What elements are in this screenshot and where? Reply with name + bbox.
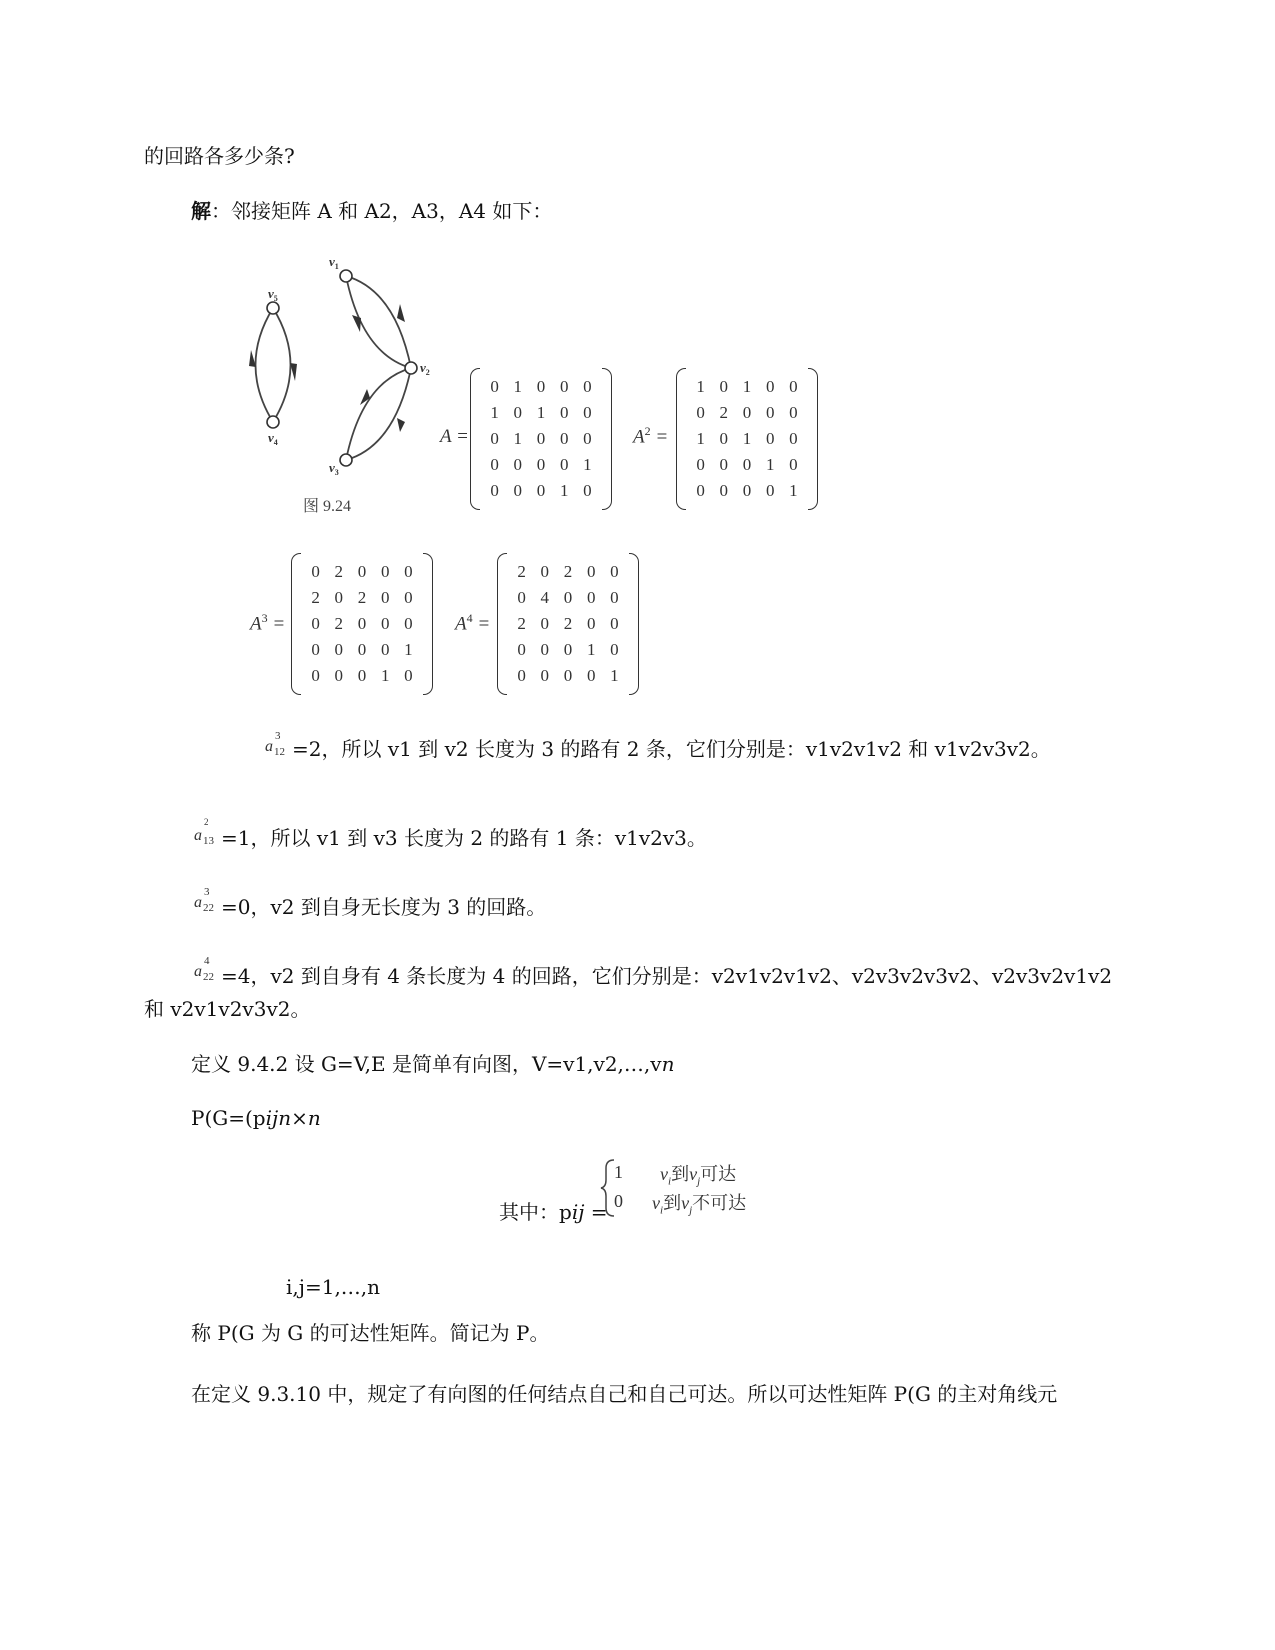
matrix-A3-cell: 0 <box>404 666 413 685</box>
edge-v2-v3 <box>346 368 411 460</box>
matrix-A-cell: 0 <box>583 403 592 422</box>
matrix-A4-cell: 1 <box>586 640 596 659</box>
label-v3: $v_3$ <box>329 460 339 477</box>
matrix-A2-cell: 0 <box>719 455 729 474</box>
matrix-A4-cell: 2 <box>517 562 526 581</box>
figure-caption: 图 9.24 <box>303 498 352 515</box>
entry-a13-2: a 2 13 <box>194 817 214 847</box>
matrix-A3-cell: 1 <box>404 640 413 659</box>
matrix-A-cell: 0 <box>490 377 499 396</box>
label-v2: $v_2$ <box>420 360 430 377</box>
matrix-A-cell: 0 <box>583 429 592 448</box>
matrix-A3-cell: 0 <box>357 640 367 659</box>
label-v5: $v_5$ <box>268 286 278 303</box>
matrix-A-cell: 0 <box>490 455 499 474</box>
matrix-A-cell: 0 <box>490 481 499 500</box>
matrix-A3-cell: 0 <box>311 614 320 633</box>
matrix-label-A2: $A^2$ = <box>633 424 669 448</box>
matrix-A3-cell: 0 <box>404 588 413 607</box>
matrix-A2-cell: 1 <box>696 377 705 396</box>
arrow-v3-v2 <box>360 389 370 405</box>
matrix-A-cell: 1 <box>536 403 546 422</box>
entry-a22-4: a 4 22 <box>194 955 214 983</box>
matrix-A3-cell: 1 <box>380 666 390 685</box>
node-v4 <box>267 416 279 428</box>
case1-value: 1 <box>614 1162 623 1182</box>
matrix-A-cell: 1 <box>490 403 499 422</box>
entry-a22-3: a 3 22 <box>194 886 214 914</box>
matrix-A2-cell: 0 <box>765 377 775 396</box>
matrix-A3-cell: 0 <box>334 588 344 607</box>
matrix-A2-cell: 0 <box>719 377 729 396</box>
matrix-A3-cell: 0 <box>380 614 390 633</box>
matrix-A4-cell: 0 <box>563 666 573 685</box>
matrix-A2-cell: 0 <box>789 403 798 422</box>
reachability-matrix-def: P(G=(pijn×n <box>191 1106 321 1130</box>
where-pij: 其中：pij = <box>499 1200 608 1224</box>
matrix-A4-cell: 0 <box>517 588 526 607</box>
matrix-A3-cell: 0 <box>404 614 413 633</box>
matrix-A2-cell: 0 <box>765 403 775 422</box>
matrix-A2-cell: 0 <box>789 429 798 448</box>
matrix-A2-cell: 1 <box>742 377 752 396</box>
matrix-A4-cell: 2 <box>563 614 573 633</box>
matrix-A-cell: 0 <box>559 429 569 448</box>
matrix-A4-cell: 0 <box>540 562 550 581</box>
matrix-A3-cell: 0 <box>357 562 367 581</box>
matrix-A4-cell: 1 <box>610 666 619 685</box>
matrix-A3-cell: 0 <box>380 640 390 659</box>
matrix-A3-cell: 0 <box>357 666 367 685</box>
node-v3 <box>340 454 352 466</box>
paragraph-a13: =1，所以 v1 到 v3 长度为 2 的路有 1 条：v1v2v3。 <box>221 826 707 850</box>
matrix-A2-cell: 1 <box>696 429 705 448</box>
matrix-A3-cell: 0 <box>311 562 320 581</box>
case1-condition: $v_i$到$v_j$可达 <box>660 1164 737 1188</box>
matrix-A2-cell: 0 <box>742 455 752 474</box>
matrix-A4-cell: 0 <box>586 666 596 685</box>
case0-condition: $v_i$到$v_j$不可达 <box>652 1193 747 1217</box>
matrix-A4-cell: 0 <box>610 562 619 581</box>
arrow-v2-v3 <box>397 418 405 432</box>
paragraph-last: 在定义 9.3.10 中，规定了有向图的任何结点自己和自己可达。所以可达性矩阵 P(G 的主对角线元 <box>191 1382 1058 1406</box>
matrix-A3-cell: 2 <box>334 562 344 581</box>
matrix-A-cell: 0 <box>513 403 523 422</box>
matrix-A3-cell: 0 <box>380 588 390 607</box>
matrix-A2-cell: 1 <box>789 481 798 500</box>
matrix-A3-cell: 0 <box>357 614 367 633</box>
solution-label: 解 <box>191 199 211 223</box>
node-v5 <box>267 302 279 314</box>
paragraph-a22-4-line1: =4，v2 到自身有 4 条长度为 4 的回路，它们分别是：v2v1v2v1v2、v2v3v2v3v2、v2v3v2v1v2 <box>221 964 1113 988</box>
solution-intro <box>191 199 552 223</box>
paragraph-a12: =2，所以 v1 到 v2 长度为 3 的路有 2 条，它们分别是：v1v2v1v2 和 v1v2v3v2。 <box>292 737 1051 761</box>
matrix-A4-cell: 4 <box>540 588 550 607</box>
matrix-label-A4: $A^4$ = <box>455 611 491 635</box>
matrix-A2-cell: 0 <box>696 403 705 422</box>
matrix-A2-cell: 0 <box>696 481 705 500</box>
paragraph-a22-3: =0，v2 到自身无长度为 3 的回路。 <box>221 895 547 919</box>
matrix-A2-cell: 0 <box>789 455 798 474</box>
matrix-A4-cell: 0 <box>610 614 619 633</box>
definition-line: 定义 9.4.2 设 G=V,E 是简单有向图，V=v1,v2,…,vn <box>191 1052 675 1076</box>
label-v4: $v_4$ <box>268 430 278 447</box>
matrix-A-cell: 0 <box>536 455 546 474</box>
matrix-A3-cell: 2 <box>311 588 320 607</box>
matrix-A3-cell: 0 <box>311 666 320 685</box>
matrix-A2-cell: 0 <box>742 481 752 500</box>
matrix-A4-cell: 2 <box>563 562 573 581</box>
matrix-A-cell: 0 <box>559 403 569 422</box>
matrix-A-cell: 1 <box>513 377 523 396</box>
graph-figure <box>230 250 450 520</box>
matrix-A-cell: 0 <box>559 455 569 474</box>
matrix-A4-cell: 2 <box>517 614 526 633</box>
solution-text: ：邻接矩阵 A 和 A2，A3，A4 如下： <box>211 199 553 223</box>
label-v1: $v_1$ <box>329 254 339 271</box>
paragraph-called: 称 P(G 为 G 的可达性矩阵。简记为 P。 <box>191 1321 550 1345</box>
node-v2 <box>405 362 417 374</box>
matrix-A4-cell: 0 <box>586 588 596 607</box>
matrix-A4-cell: 0 <box>540 614 550 633</box>
matrix-A4-cell: 0 <box>610 640 619 659</box>
matrix-A4-cell: 0 <box>517 640 526 659</box>
edge-v3-v2 <box>346 368 411 460</box>
matrix-A2-cell: 0 <box>719 481 729 500</box>
matrix-A3-cell: 0 <box>404 562 413 581</box>
matrix-A4-cell: 0 <box>563 640 573 659</box>
matrix-A2-cell: 2 <box>719 403 729 422</box>
matrix-A-cell: 0 <box>490 429 499 448</box>
matrix-A4-cell: 0 <box>586 562 596 581</box>
matrix-A4-cell: 0 <box>540 640 550 659</box>
matrix-A3-cell: 0 <box>380 562 390 581</box>
edge-v5-v4 <box>256 308 274 422</box>
node-v1 <box>340 270 352 282</box>
matrix-A4-cell: 0 <box>540 666 550 685</box>
matrix-A3-cell: 0 <box>334 640 344 659</box>
matrix-A-cell: 0 <box>583 481 592 500</box>
matrix-A4-cell: 0 <box>517 666 526 685</box>
arrow-v1-v2 <box>397 304 405 322</box>
index-range: i,j=1,…,n <box>286 1275 381 1299</box>
matrix-A-cell: 0 <box>513 481 523 500</box>
paragraph-intro: 的回路各多少条? <box>144 144 295 168</box>
matrix-A-cell: 0 <box>536 481 546 500</box>
matrix-A2-cell: 1 <box>742 429 752 448</box>
matrix-A3-cell: 2 <box>357 588 367 607</box>
matrix-A4 <box>497 553 639 695</box>
matrix-A2-cell: 0 <box>765 481 775 500</box>
matrix-A-cell: 0 <box>513 455 523 474</box>
entry-a12-3: a 3 12 <box>265 730 285 758</box>
matrix-A2-cell: 0 <box>765 429 775 448</box>
matrix-A3-cell: 0 <box>334 666 344 685</box>
matrix-A <box>470 368 612 510</box>
matrix-A3 <box>291 553 433 695</box>
matrix-A3-cell: 0 <box>311 640 320 659</box>
matrix-A-cell: 1 <box>559 481 569 500</box>
matrix-A4-cell: 0 <box>610 588 619 607</box>
matrix-label-A3: $A^3$ = <box>250 611 286 635</box>
matrix-A4-cell: 0 <box>563 588 573 607</box>
matrix-A-cell: 0 <box>536 377 546 396</box>
matrix-A-cell: 1 <box>583 455 592 474</box>
matrix-A2-cell: 0 <box>696 455 705 474</box>
matrix-A2-cell: 0 <box>742 403 752 422</box>
matrix-A-cell: 0 <box>559 377 569 396</box>
matrix-A-cell: 0 <box>536 429 546 448</box>
paragraph-a22-4-line2: 和 v2v1v2v3v2。 <box>144 997 311 1021</box>
matrix-A4-cell: 0 <box>586 614 596 633</box>
matrix-label-A: A = <box>440 426 469 447</box>
matrix-A2 <box>676 368 818 510</box>
matrix-A-cell: 1 <box>513 429 523 448</box>
case0-value: 0 <box>614 1191 623 1211</box>
matrix-A2-cell: 1 <box>765 455 775 474</box>
matrix-A-cell: 0 <box>583 377 592 396</box>
matrix-A2-cell: 0 <box>719 429 729 448</box>
matrix-A3-cell: 2 <box>334 614 344 633</box>
matrix-A2-cell: 0 <box>789 377 798 396</box>
edge-v4-v5 <box>273 308 291 422</box>
